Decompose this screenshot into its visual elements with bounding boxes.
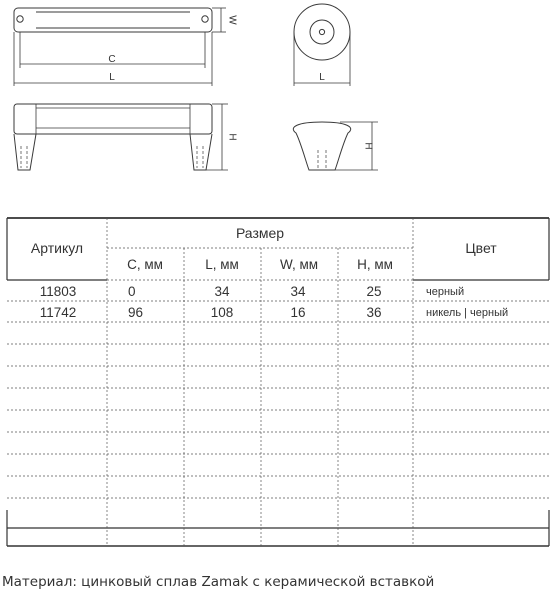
material-caption: Материал: цинковый сплав Zamak с керамической вставкой [2,574,435,590]
table-row [40,284,464,299]
dim-l-knob-label: L [319,72,325,83]
dim-h-knob-label: H [362,142,374,150]
row-c: 0 [128,284,136,299]
dim-l-label: L [109,72,115,83]
header-size: Размер [235,225,285,241]
subheader-c: С, мм [127,257,163,272]
row-w: 34 [290,284,306,299]
row-article: 11803 [39,284,77,299]
row-h: 25 [366,284,382,299]
subheader-w: W, мм [279,257,319,272]
row-color: никель | черный [426,307,509,319]
header-article: Артикул [30,240,84,256]
row-h: 36 [366,305,382,320]
table-row [40,305,508,320]
row-c: 96 [128,305,144,320]
dim-c-label: C [108,54,116,65]
row-article: 11742 [39,305,77,320]
subheader-l: L, мм [205,257,239,272]
dim-h-side-label: H [226,133,238,141]
row-l: 108 [210,305,234,320]
row-l: 34 [214,284,230,299]
subheader-h: H, мм [357,257,393,272]
row-w: 16 [290,305,306,320]
row-color: черный [426,286,465,298]
dim-w-label: W [226,15,238,25]
header-color: Цвет [465,240,497,256]
